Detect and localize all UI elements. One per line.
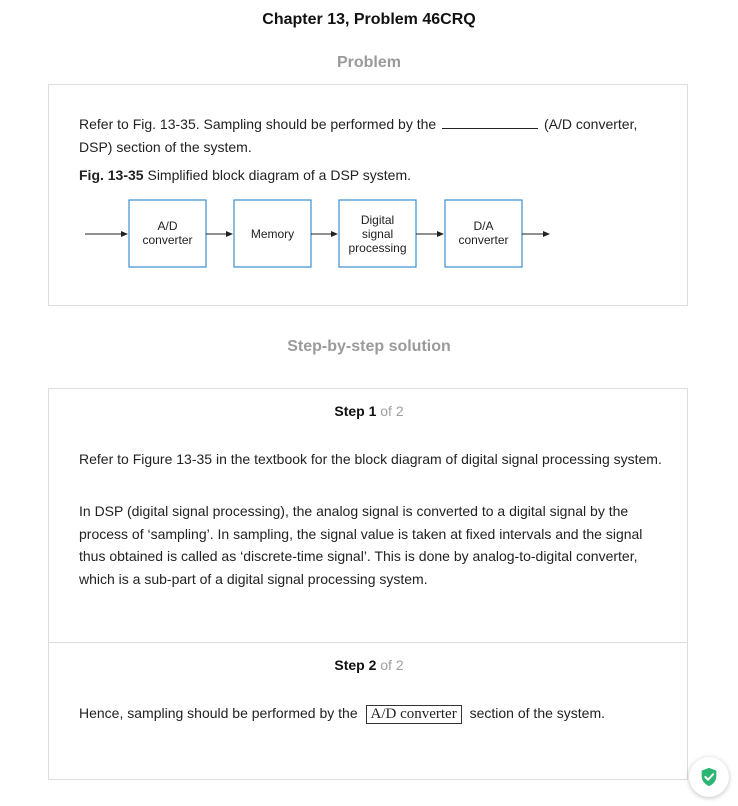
solution-card	[48, 388, 688, 780]
step-2-paragraph	[79, 702, 664, 725]
figure-label: Fig. 13-35	[79, 167, 144, 183]
question-text-before: Refer to Fig. 13-35. Sampling should be performed by the	[79, 116, 437, 132]
step-divider	[49, 642, 687, 643]
problem-heading: Problem	[336, 54, 401, 71]
shield-check-icon	[698, 766, 720, 788]
memory-label: Memory	[250, 227, 295, 241]
problem-card	[48, 84, 688, 306]
dsp-label-3: processing	[348, 241, 407, 255]
solution-heading: Step-by-step solution	[287, 338, 451, 355]
dsp-block-diagram	[83, 197, 553, 269]
ad-converter-label-1: A/D	[157, 219, 178, 233]
question-text-after: (A/D converter, DSP) section of the system.	[79, 116, 638, 155]
figure-caption	[79, 164, 664, 187]
dsp-label-1: Digital	[360, 213, 395, 227]
dsp-label-2: signal	[361, 227, 394, 241]
step-1-of: of 2	[380, 403, 404, 419]
step-1-paragraph-1: Refer to Figure 13-35 in the textbook for the block diagram of digital signal processing system.	[79, 451, 662, 467]
da-converter-label-2: converter	[458, 233, 509, 247]
boxed-answer: A/D converter	[366, 705, 462, 724]
answer-blank	[442, 115, 538, 129]
step-2-header	[49, 657, 689, 673]
step-1-paragraph-2: In DSP (digital signal processing), the analog signal is converted to a digital signal by the process of ‘sampling’. In sampling, the signal value is taken at fixed intervals and the signal thus obtained is called as ‘discrete-time signal’. This is done by analog-to-digital converter, which is a sub-part of a digital signal processing system.	[79, 503, 643, 587]
page-title: Chapter 13, Problem 46CRQ	[262, 11, 476, 28]
step-1-header	[49, 403, 689, 419]
security-badge[interactable]	[689, 757, 729, 797]
da-converter-label-1: D/A	[473, 219, 494, 233]
problem-question	[79, 113, 664, 158]
figure-caption-text: Simplified block diagram of a DSP system.	[147, 167, 411, 183]
step-1-label: Step 1	[334, 403, 377, 419]
step-2-text-after: section of the system.	[469, 705, 606, 721]
step-2-label: Step 2	[334, 657, 377, 673]
step-2-of: of 2	[380, 657, 404, 673]
ad-converter-label-2: converter	[142, 233, 193, 247]
step-2-text-before: Hence, sampling should be performed by the	[79, 705, 358, 721]
